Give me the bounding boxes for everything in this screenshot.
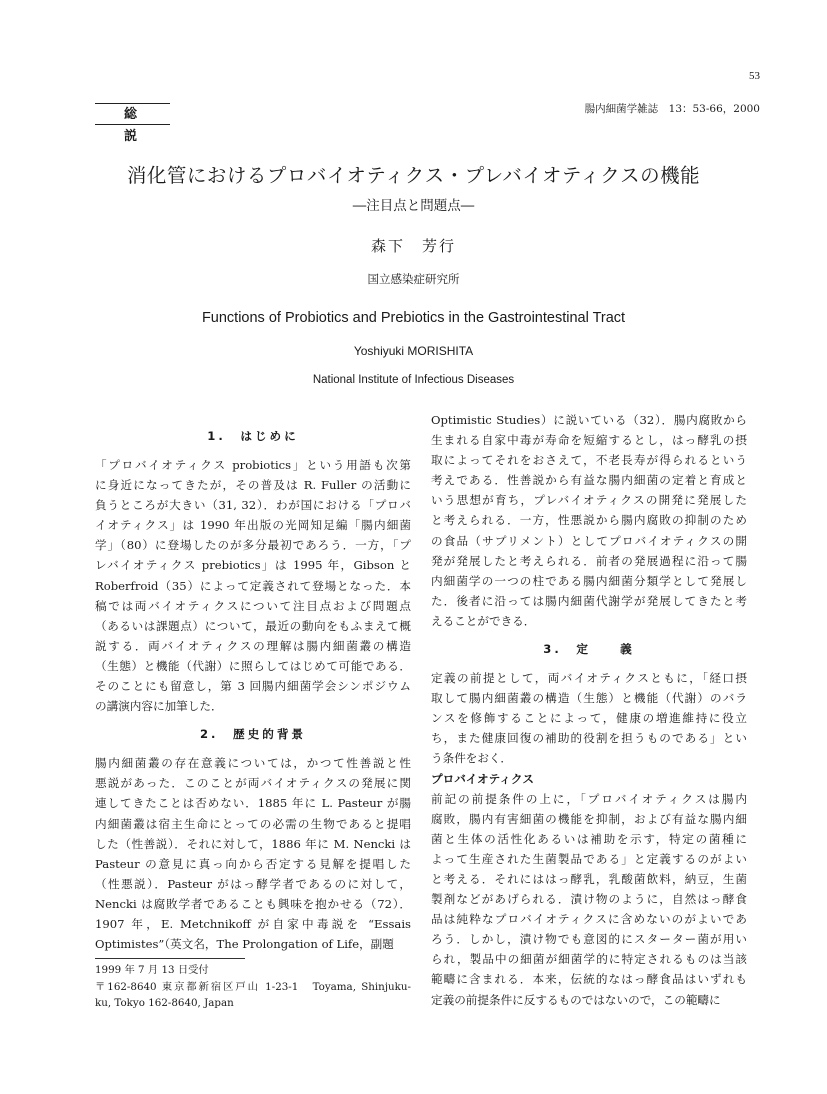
japanese-affiliation: 国立感染症研究所 [367, 272, 460, 286]
text-line: 「プロバイオティクス probiotics」という用語も次第 [95, 458, 411, 472]
page-number: 53 [749, 70, 760, 82]
english-affiliation: National Institute of Infectious Diseases [312, 374, 515, 386]
text-line: 悪説があった．このことが両バイオティクスの発展に関 [95, 776, 411, 791]
footnote [95, 962, 411, 1012]
text-line: 連してきたことは否めない．1885 年に L. Pasteur が腸 [95, 796, 411, 811]
footnote-address-line: 〒162-8640 東京都新宿区戸山 1-23-1 Toyama, Shinjuku- [95, 980, 411, 993]
text-line: 生まれる自家中毒が寿命を短縮するとし，はっ酵乳の摂 [431, 433, 747, 448]
footnote-divider [95, 958, 245, 959]
text-line: えることができる． [431, 613, 536, 628]
text-line: 範疇に含まれる．本来，伝統的なはっ酵食品はいずれも [431, 972, 747, 987]
left-column [95, 418, 411, 954]
paragraph-history [95, 753, 411, 954]
text-line: 菌と生体の活性化あるいは補助を示す，特定の菌種に [431, 831, 747, 846]
text-line: いう思想が育ち，プレバイオティクスの開発に発展した [431, 493, 747, 508]
text-line: ろう．しかし，漬け物でも意図的にスターター菌が用い [431, 932, 747, 947]
text-line: 製剤などがあげられる．漬け物のように，自然はっ酵食 [431, 892, 747, 907]
text-line: 学」（80）に登場したのが多分最初であろう．一方，「プ [95, 538, 411, 553]
text-line: 腸内細菌叢の存在意義については，かつて性善説と性 [95, 756, 411, 771]
text-line: 取によってそれをおさえて，不老長寿が得られるという [431, 453, 747, 468]
text-line: （あるいは課題点）について，最近の動向をもふまえて概 [95, 618, 411, 633]
text-line: 稿では両バイオティクスについて注目点および問題点 [95, 598, 411, 613]
text-line: Nencki は腐敗学者であることも興味を抱かせる（72）． [95, 896, 411, 911]
text-line: と考えられる．一方，性悪説から腸内腐敗の抑制のため [431, 513, 747, 528]
text-line: の講演内容に加筆した． [95, 699, 223, 714]
text-line: 説する．両バイオティクスの理解は腸内細菌叢の構造 [95, 638, 411, 653]
japanese-author: 森下 芳行 [370, 237, 456, 255]
text-line: 負うところが大きい（31, 32）．わが国における「プロバ [95, 498, 411, 513]
section-label: 総 説 [95, 103, 170, 125]
text-line: 内細菌叢は宿主生命にとっての必需の生物であると提唱 [95, 816, 411, 831]
text-line: 考えである．性善説から有益な腸内細菌の定着と育成と [431, 473, 747, 488]
text-line: に身近になってきたが，その普及は R. Fuller の活動に [95, 478, 411, 493]
text-line: ンスを修飾することによって，健康の増進維持に役立 [431, 711, 747, 726]
text-line: 1907 年，E. Metchnikoff が自家中毒説を “Essais [95, 916, 411, 931]
text-line: 内細菌学の一つの柱である腸内細菌分類学として発展し [431, 573, 747, 588]
text-line: Optimistes”（英文名，The Prolongation of Life，副題 [95, 937, 394, 952]
japanese-title: 消化管におけるプロバイオティクス・プレバイオティクスの機能 [126, 164, 701, 187]
text-line: （性悪説）．Pasteur がはっ酵学者であるのに対して， [95, 876, 411, 891]
paragraph-definition [431, 668, 747, 768]
text-line: よって生産された生菌製品である」と定義するのがよい [431, 851, 747, 866]
section-heading-definition: 3. 定 義 [543, 642, 635, 657]
footnote-received: 1999 年 7 月 13 日受付 [95, 964, 209, 976]
section-heading-introduction: 1. はじめに [207, 429, 299, 443]
section-heading-history: 2. 歴史的背景 [199, 727, 307, 742]
japanese-subtitle: ―注目点と問題点― [352, 198, 475, 214]
english-author: Yoshiyuki MORISHITA [353, 344, 474, 358]
text-line: の食品（サプリメント）としてプロバイオティクスの開 [431, 533, 747, 548]
paragraph-history-continued [431, 410, 747, 631]
text-line: 発が発展したと考えられる．前者の発展過程に沿って腸 [431, 553, 747, 568]
text-line: と考える．それにははっ酵乳，乳酸菌飲料，納豆，生菌 [431, 871, 747, 886]
text-line: ち，また健康回復の補助的役割を担うものである」とい [431, 731, 747, 746]
text-line: 定義の前提として，両バイオティクスともに，「経口摂 [431, 671, 747, 686]
text-line: 品は純粋なプロバイオティクスに含めないのがよいであ [431, 912, 747, 927]
text-line: そのことにも留意し，第 3 回腸内細菌学会シンポジウム [95, 679, 411, 694]
text-line: られ，製品中の細菌が細菌学的に特定されるものは当該 [431, 952, 747, 967]
text-line: う条件をおく． [431, 751, 512, 766]
right-column [431, 410, 747, 1010]
text-line: イオティクス」は 1990 年出版の光岡知足編「腸内細菌 [95, 518, 411, 533]
subheading-probiotics: プロバイオティクス [431, 771, 534, 786]
footnote-address-line: ku, Tokyo 162-8640, Japan [95, 997, 234, 1009]
text-line: Pasteur の意見に真っ向から否定する見解を提唱した [95, 856, 411, 871]
text-line: た．後者に沿っては腸内細菌代謝学が発展してきたと考 [431, 593, 747, 608]
text-line: （生態）と機能（代謝）に照らしてはじめて可能である． [95, 658, 411, 673]
paragraph-probiotics [431, 789, 747, 1010]
journal-citation: 腸内細菌学雑誌 13：53-66，2000 [584, 103, 760, 115]
paragraph-introduction [95, 455, 411, 716]
english-title: Functions of Probiotics and Prebiotics in the Gastrointestinal Tract [201, 310, 626, 326]
text-line: 腐敗，腸内有害細菌の機能を抑制，および有益な腸内細 [431, 811, 747, 826]
text-line: 取して腸内細菌叢の構造（生態）と機能（代謝）のバラ [431, 691, 747, 706]
text-line: した（性善説）．それに対して，1886 年に M. Nencki は [95, 836, 411, 851]
text-line: Roberfroid（35）によって定義されて登場となった．本 [95, 578, 411, 593]
text-line: 前記の前提条件の上に，「プロバイオティクスは腸内 [431, 791, 747, 806]
text-line: 定義の前提条件に反するものではないので，この範疇に [431, 992, 721, 1007]
text-line: Optimistic Studies）に説いている（32）．腸内腐敗から [431, 413, 747, 427]
text-line: レバイオティクス prebiotics」は 1995 年，Gibson と [95, 558, 411, 573]
